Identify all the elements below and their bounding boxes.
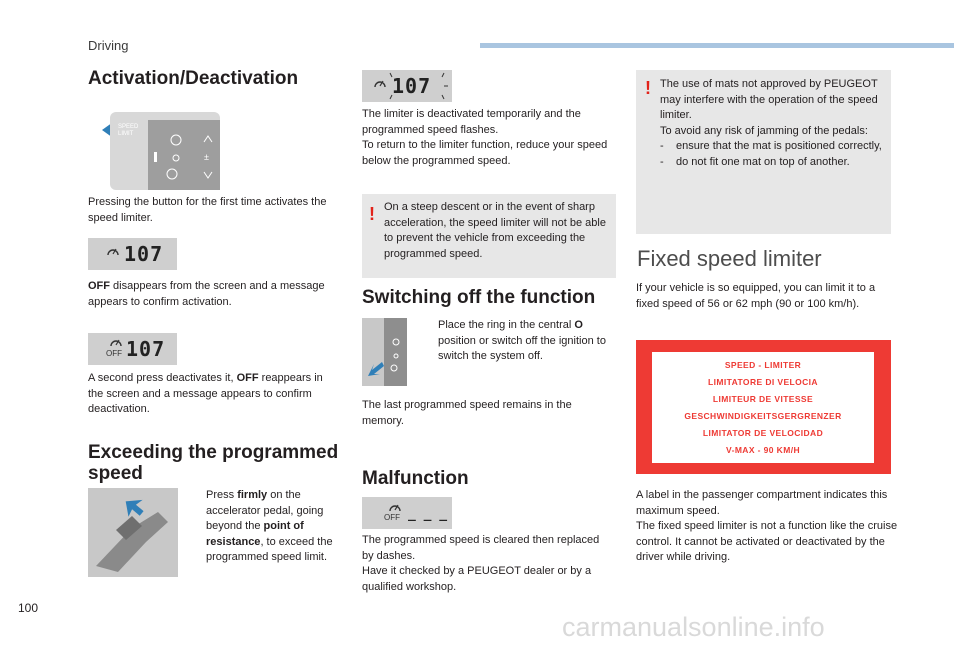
text: disappears from the screen and a message appears to confirm activation. bbox=[88, 280, 325, 308]
stalk-icon bbox=[88, 102, 220, 190]
paragraph: If your vehicle is so equipped, you can limit it to a fixed speed of 56 or 62 mph (90 or 100 km/h). bbox=[636, 282, 876, 310]
display-indicator: OFF bbox=[106, 349, 122, 358]
label-line: LIMITATOR DE VELOCIDAD bbox=[702, 428, 824, 438]
label-line: SPEED - LIMITER bbox=[724, 360, 802, 370]
display-indicator: OFF bbox=[384, 513, 400, 522]
text: Press bbox=[206, 489, 238, 501]
bullet-item bbox=[188, 488, 338, 566]
speedometer-icon bbox=[388, 501, 402, 513]
display-flashing bbox=[362, 70, 452, 102]
text: Place the ring in the central bbox=[438, 319, 575, 331]
stalk-text: SPEED LIMIT bbox=[118, 124, 139, 137]
warning-icon: ! bbox=[369, 204, 375, 224]
bold-text: firmly bbox=[237, 489, 268, 501]
label-inner bbox=[652, 352, 874, 463]
stalk-ring-icon bbox=[362, 318, 407, 386]
dash-marker: - bbox=[660, 140, 664, 152]
paragraph: A label in the passenger compartment indicates this maximum speed. The fixed speed limiter is not a function like the cruise control. It cannot be activated or deactivated by the driver while driving. bbox=[636, 489, 898, 563]
speedometer-icon bbox=[106, 245, 120, 257]
label-line: LIMITEUR DE VITESSE bbox=[712, 394, 814, 404]
paragraph: The limiter is deactivated temporarily and the programmed speed flashes. To return to the limiter function, reduce your speed below the programmed speed. bbox=[362, 108, 608, 167]
warning-item: do not fit one mat on top of another. bbox=[676, 155, 850, 168]
display-speed: 107 bbox=[392, 74, 432, 98]
heading-activation: Activation/Deactivation bbox=[88, 68, 299, 89]
bullet-item bbox=[418, 318, 614, 365]
display-speed: 107 bbox=[124, 242, 164, 266]
paragraph bbox=[88, 279, 328, 310]
warning-list-item bbox=[660, 139, 886, 155]
text: A second press deactivates it, bbox=[88, 372, 237, 384]
bold-text: point of resistance bbox=[206, 520, 304, 548]
bold-text: OFF bbox=[88, 280, 110, 292]
bold-text: OFF bbox=[236, 372, 259, 384]
warning-item: ensure that the mat is positioned correctly, bbox=[676, 140, 882, 152]
paragraph bbox=[88, 371, 328, 418]
label-line: GESCHWINDIGKEITSGERGRENZER bbox=[684, 411, 842, 421]
watermark: carmanualsonline.info bbox=[562, 612, 825, 642]
heading-switching-off: Switching off the function bbox=[362, 287, 596, 308]
paragraph: The programmed speed is cleared then replaced by dashes. Have it checked by a PEUGEOT dealer or by a qualified workshop. bbox=[362, 534, 600, 593]
foot-pedal-icon bbox=[88, 488, 178, 577]
text: position or switch off the ignition to switch the system off. bbox=[438, 334, 606, 362]
warning-list-item bbox=[660, 155, 886, 171]
speed-limiter-label bbox=[636, 340, 891, 474]
text: reappears in the screen and a message appears to confirm deactivation. bbox=[88, 372, 323, 415]
display-off bbox=[88, 333, 177, 365]
display-malfunction bbox=[362, 497, 452, 529]
stalk-illustration bbox=[88, 102, 220, 190]
heading-malfunction: Malfunction bbox=[362, 468, 469, 489]
display-active bbox=[88, 238, 177, 270]
paragraph: Pressing the button for the first time activates the speed limiter. bbox=[88, 196, 327, 224]
warning-line: To avoid any risk of jamming of the pedals: bbox=[660, 124, 868, 137]
warning-box bbox=[636, 70, 891, 234]
text: , to exceed the programmed speed limit. bbox=[206, 535, 333, 563]
heading-exceeding: Exceeding the programmed speed bbox=[88, 442, 339, 484]
warning-text: On a steep descent or in the event of sharp acceleration, the speed limiter will not be able to prevent the vehicle from exceeding the programmed speed. bbox=[384, 201, 606, 260]
display-speed: _ _ _ bbox=[408, 507, 448, 522]
section-label: Driving bbox=[88, 38, 129, 53]
paragraph: The last programmed speed remains in the memory. bbox=[362, 399, 572, 427]
flashing-marks-icon bbox=[386, 71, 450, 101]
dash-marker: - bbox=[660, 155, 664, 168]
pedal-illustration bbox=[88, 488, 178, 577]
display-speed: 107 bbox=[126, 337, 166, 361]
bullet-text bbox=[438, 318, 614, 365]
text: on the accelerator pedal, going beyond the bbox=[206, 489, 324, 532]
warning-text bbox=[660, 77, 886, 170]
heading-fixed-limiter: Fixed speed limiter bbox=[637, 246, 822, 271]
speedometer-icon bbox=[109, 336, 123, 348]
page-number: 100 bbox=[18, 601, 39, 615]
bullet-text bbox=[206, 488, 338, 566]
label-line: LIMITATORE DI VELOCIA bbox=[708, 377, 818, 387]
speedometer-icon bbox=[373, 77, 387, 89]
warning-line: The use of mats not approved by PEUGEOT may interfere with the operation of the speed limiter. bbox=[660, 78, 878, 121]
svg-text:±: ± bbox=[204, 152, 209, 162]
label-line: V-MAX - 90 KM/H bbox=[725, 445, 800, 455]
warning-box bbox=[362, 194, 616, 278]
warning-icon: ! bbox=[645, 78, 651, 98]
header-bar bbox=[480, 43, 954, 48]
bold-text: O bbox=[574, 319, 583, 331]
ring-illustration bbox=[362, 318, 407, 386]
